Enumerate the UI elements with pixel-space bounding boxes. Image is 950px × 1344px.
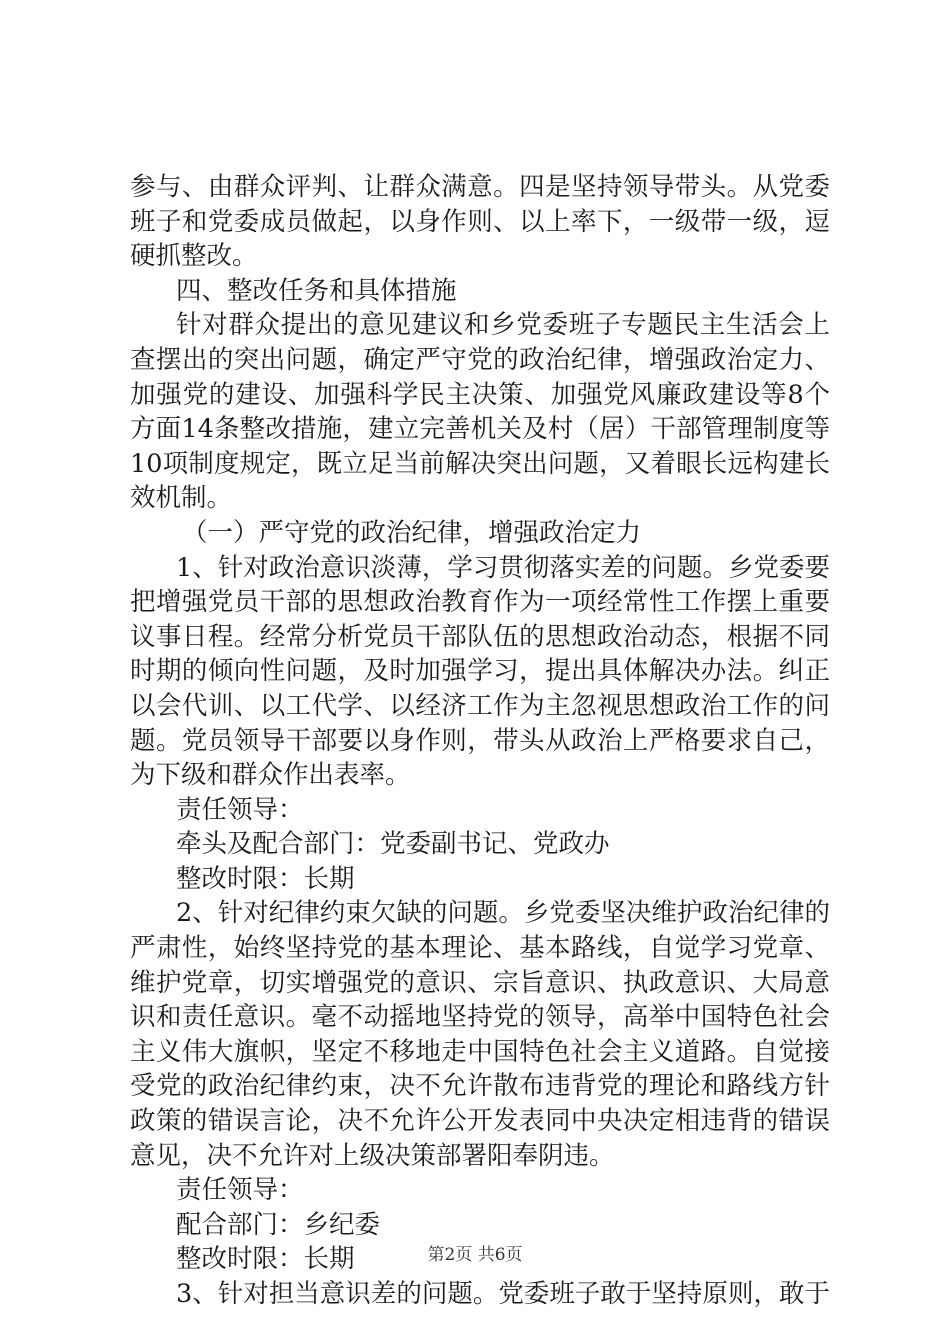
text-line: 政策的错误言论，决不允许公开发表同中央决定相违背的错误 xyxy=(130,1106,830,1137)
text-line: 受党的政治纪律约束，决不允许散布违背党的理论和路线方针 xyxy=(130,1071,830,1102)
deadline-line: 整改时限：长期 xyxy=(176,1244,355,1275)
text-line: 参与、由群众评判、让群众满意。四是坚持领导带头。从党委 xyxy=(130,172,830,202)
text-line: 查摆出的突出问题，确定严守党的政治纪律，增强政治定力、 xyxy=(130,344,830,375)
responsible-leader-label: 责任领导： xyxy=(176,1175,304,1206)
text-line: 严肃性，始终坚持党的基本理论、基本路线，自觉学习党章、 xyxy=(130,933,830,964)
text-line: 10项制度规定，既立足当前解决突出问题，又着眼长远构建长 xyxy=(130,448,830,479)
text-line: 硬抓整改。 xyxy=(130,241,258,272)
text-line: 2、针对纪律约束欠缺的问题。乡党委坚决维护政治纪律的 xyxy=(176,898,830,929)
text-line: 班子和党委成员做起，以身作则、以上率下，一级带一级，逗 xyxy=(130,206,830,237)
text-line: 方面14条整改措施，建立完善机关及村（居）干部管理制度等 xyxy=(130,414,830,445)
text-line: 识和责任意识。毫不动摇地坚持党的领导，高举中国特色社会 xyxy=(130,1002,830,1033)
text-line: 题。党员领导干部要以身作则，带头从政治上严格要求自己， xyxy=(130,725,830,756)
text-line: 效机制。 xyxy=(130,483,233,514)
text-line: 把增强党员干部的思想政治教育作为一项经常性工作摆上重要 xyxy=(130,587,830,618)
text-line: 1、针对政治意识淡薄，学习贯彻落实差的问题。乡党委要 xyxy=(176,552,830,583)
document-body xyxy=(130,170,830,1312)
text-line: 维护党章，切实增强党的意识、宗旨意识、执政意识、大局意 xyxy=(130,967,830,998)
text-line: 以会代训、以工代学、以经济工作为主忽视思想政治工作的问 xyxy=(130,690,830,721)
text-line: 针对群众提出的意见建议和乡党委班子专题民主生活会上 xyxy=(176,310,830,341)
text-line: 议事日程。经常分析党员干部队伍的思想政治动态，根据不同 xyxy=(130,621,830,652)
page-number: 第2页 共6页 xyxy=(427,1245,523,1265)
text-line: 主义伟大旗帜，坚定不移地走中国特色社会主义道路。自觉接 xyxy=(130,1036,830,1067)
department-line: 牵头及配合部门：党委副书记、党政办 xyxy=(176,829,610,860)
text-line: 加强党的建设、加强科学民主决策、加强党风廉政建设等8个 xyxy=(130,379,830,410)
responsible-leader-label: 责任领导： xyxy=(176,794,304,825)
text-line: 为下级和群众作出表率。 xyxy=(130,760,411,791)
text-line: 时期的倾向性问题，及时加强学习，提出具体解决办法。纠正 xyxy=(130,656,830,687)
section-heading: 四、整改任务和具体措施 xyxy=(176,275,457,306)
text-line: 意见，决不允许对上级决策部署阳奉阴违。 xyxy=(130,1140,615,1171)
text-line: 3、针对担当意识差的问题。党委班子敢于坚持原则，敢于 xyxy=(176,1279,830,1309)
deadline-line: 整改时限：长期 xyxy=(176,863,355,894)
subsection-heading: （一）严守党的政治纪律，增强政治定力 xyxy=(182,517,642,548)
department-line: 配合部门：乡纪委 xyxy=(176,1209,381,1240)
